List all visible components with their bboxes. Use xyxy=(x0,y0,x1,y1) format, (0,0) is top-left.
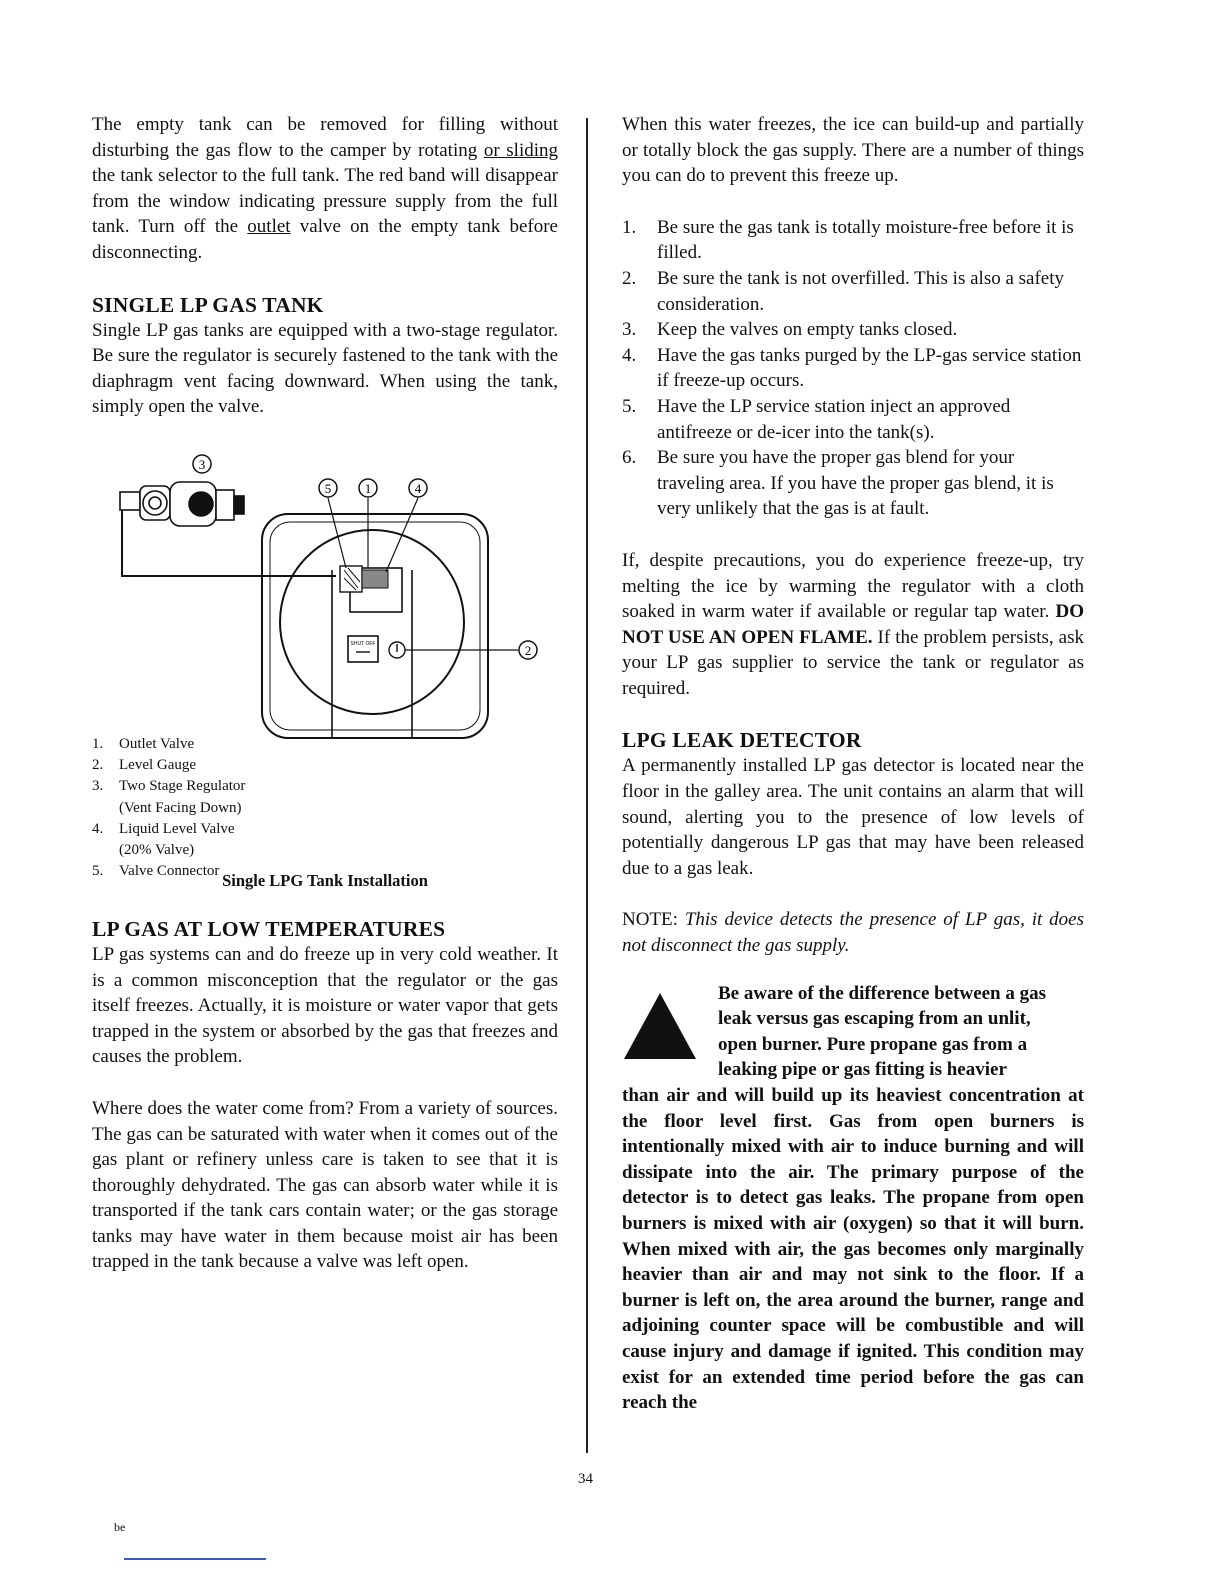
leak-detector-paragraph: A permanently installed LP gas detector is located near the floor in the galley area. The unit contains an alarm that will sound, alerting you to the presence of low levels of potentially dangerous LP gas that may have been released due to a gas leak. xyxy=(622,755,1084,879)
figure-caption: Single LPG Tank Installation xyxy=(222,870,428,890)
callout-3 xyxy=(193,455,211,473)
warning-text: than air and will build up its heaviest concentration at the floor level first. Gas from open burners is intentionally mixed with air to induce burning and will dissipate into the air. The primary purpose of the detector is to detect gas leaks. The propane from open burners is mixed with air (oxygen) so that it will burn. When mixed with air, the gas becomes only marginally heavier than air and may not sink to the floor. If a burner is left on, the area around the burner, range and adjoining counter space will be combustible and will cause injury and damage if ignited. This condition may exist for an extended time period before the gas can reach the xyxy=(622,1085,1084,1414)
svg-text:5: 5 xyxy=(324,480,332,496)
freeze-paragraph: When this water freezes, the ice can build-up and partially or totally block the gas supply. There are a number of things you can do to prevent this freeze up. xyxy=(622,114,1084,187)
callout-2 xyxy=(519,641,537,659)
intro-paragraph: The empty tank can be removed for filling without disturbing the gas flow to the camper by rotating or sliding the tank selector to the full tank. The red band will disappear from the window indicating pressure supply from the full tank. Turn off the outlet valve on the empty tank before disconnecting. xyxy=(92,114,559,263)
legend-item: 4. Liquid Level Valve xyxy=(92,820,235,837)
callout-5 xyxy=(319,479,337,497)
svg-text:1: 1 xyxy=(364,480,372,496)
svg-text:SHUT OFF: SHUT OFF xyxy=(350,640,376,647)
column-divider xyxy=(586,118,588,1453)
callout-4 xyxy=(409,479,427,497)
left-column xyxy=(92,112,558,1275)
single-tank-paragraph: Single LP gas tanks are equipped with a two-stage regulator. Be sure the regulator is securely fastened to the tank with the diaphragm vent facing downward. When using the tank, simply open the valve. xyxy=(92,319,558,418)
list-item: 4. Have the gas tanks purged by the LP-gas service station if freeze-up occurs. xyxy=(622,344,1082,392)
warning-block xyxy=(622,981,1084,1416)
low-temp-paragraph: LP gas systems can and do freeze up in very cold weather. It is a common misconception that the regulator or the gas itself freezes. Actually, it is moisture or water vapor that gets trapped in the system or absorbed by the gas that freezes and causes the problem. xyxy=(92,943,558,1068)
list-item: 3. Keep the valves on empty tanks closed. xyxy=(622,319,958,341)
warning-line: leak versus gas escaping from an unlit, xyxy=(718,1008,1031,1030)
legend-item: 1. Outlet Valve xyxy=(92,735,195,752)
legend-item: 2. Level Gauge xyxy=(92,757,197,774)
despite-paragraph: If, despite precautions, you do experience freeze-up, try melting the ice by warming the regulator with a cloth soaked in warm water if available or regular tap water. DO NOT USE AN OPEN FLAME. If the problem persists, ask your LP gas supplier to service the tank or regulator as required. xyxy=(622,549,1085,699)
right-column xyxy=(622,112,1084,1416)
warning-line: leaking pipe or gas fitting is heavier xyxy=(718,1059,1007,1081)
note-paragraph: NOTE: This device detects the presence of LP gas, it does not disconnect the gas supply. xyxy=(622,909,1084,957)
warning-line: open burner. Pure propane gas from a xyxy=(718,1033,1028,1055)
legend-item: (20% Valve) xyxy=(119,841,195,858)
corner-mark: be xyxy=(114,1520,126,1534)
legend-item: 5. Valve Connector xyxy=(92,863,220,880)
list-item: 6. Be sure you have the proper gas blend for your traveling area. If you have the proper gas blend, it is very unlikely that the gas is at fault. xyxy=(622,447,1054,520)
svg-text:3: 3 xyxy=(198,456,206,472)
warning-triangle-icon xyxy=(622,991,698,1061)
svg-text:4: 4 xyxy=(414,480,422,496)
legend-item: 3. Two Stage Regulator xyxy=(92,778,246,795)
prevention-list xyxy=(622,215,1084,522)
tank-figure xyxy=(92,442,558,902)
warning-line: Be aware of the difference between a gas xyxy=(718,982,1047,1004)
water-paragraph: Where does the water come from? From a variety of sources. The gas can be saturated with water when it comes out of the gas plant or refinery unless care is taken to see that it is thoroughly dehydrated. The gas can absorb water while it is transported if the tank cars contain water; or the gas storage tanks may have water in them because moist air has been trapped in the tank because a valve was left open. xyxy=(92,1097,558,1273)
footer-line xyxy=(124,1558,266,1560)
regulator-icon xyxy=(120,482,244,526)
list-item: 2. Be sure the tank is not overfilled. This is also a safety consideration. xyxy=(622,267,1065,315)
single-tank-heading: SINGLE LP GAS TANK xyxy=(92,292,324,317)
svg-text:2: 2 xyxy=(524,642,532,658)
open-flame-warning: DO NOT USE AN OPEN FLAME. xyxy=(622,601,1085,648)
callout-1 xyxy=(359,479,377,497)
leak-detector-heading: LPG LEAK DETECTOR xyxy=(622,728,862,753)
page-number: 34 xyxy=(578,1471,593,1487)
figure-legend xyxy=(92,734,245,882)
low-temp-heading: LP GAS AT LOW TEMPERATURES xyxy=(92,916,446,941)
list-item: 5. Have the LP service station inject an approved antifreeze or de-icer into the tank(s). xyxy=(622,395,1011,443)
list-item: 1. Be sure the gas tank is totally moisture-free before it is filled. xyxy=(622,216,1074,264)
legend-item: (Vent Facing Down) xyxy=(119,799,242,816)
